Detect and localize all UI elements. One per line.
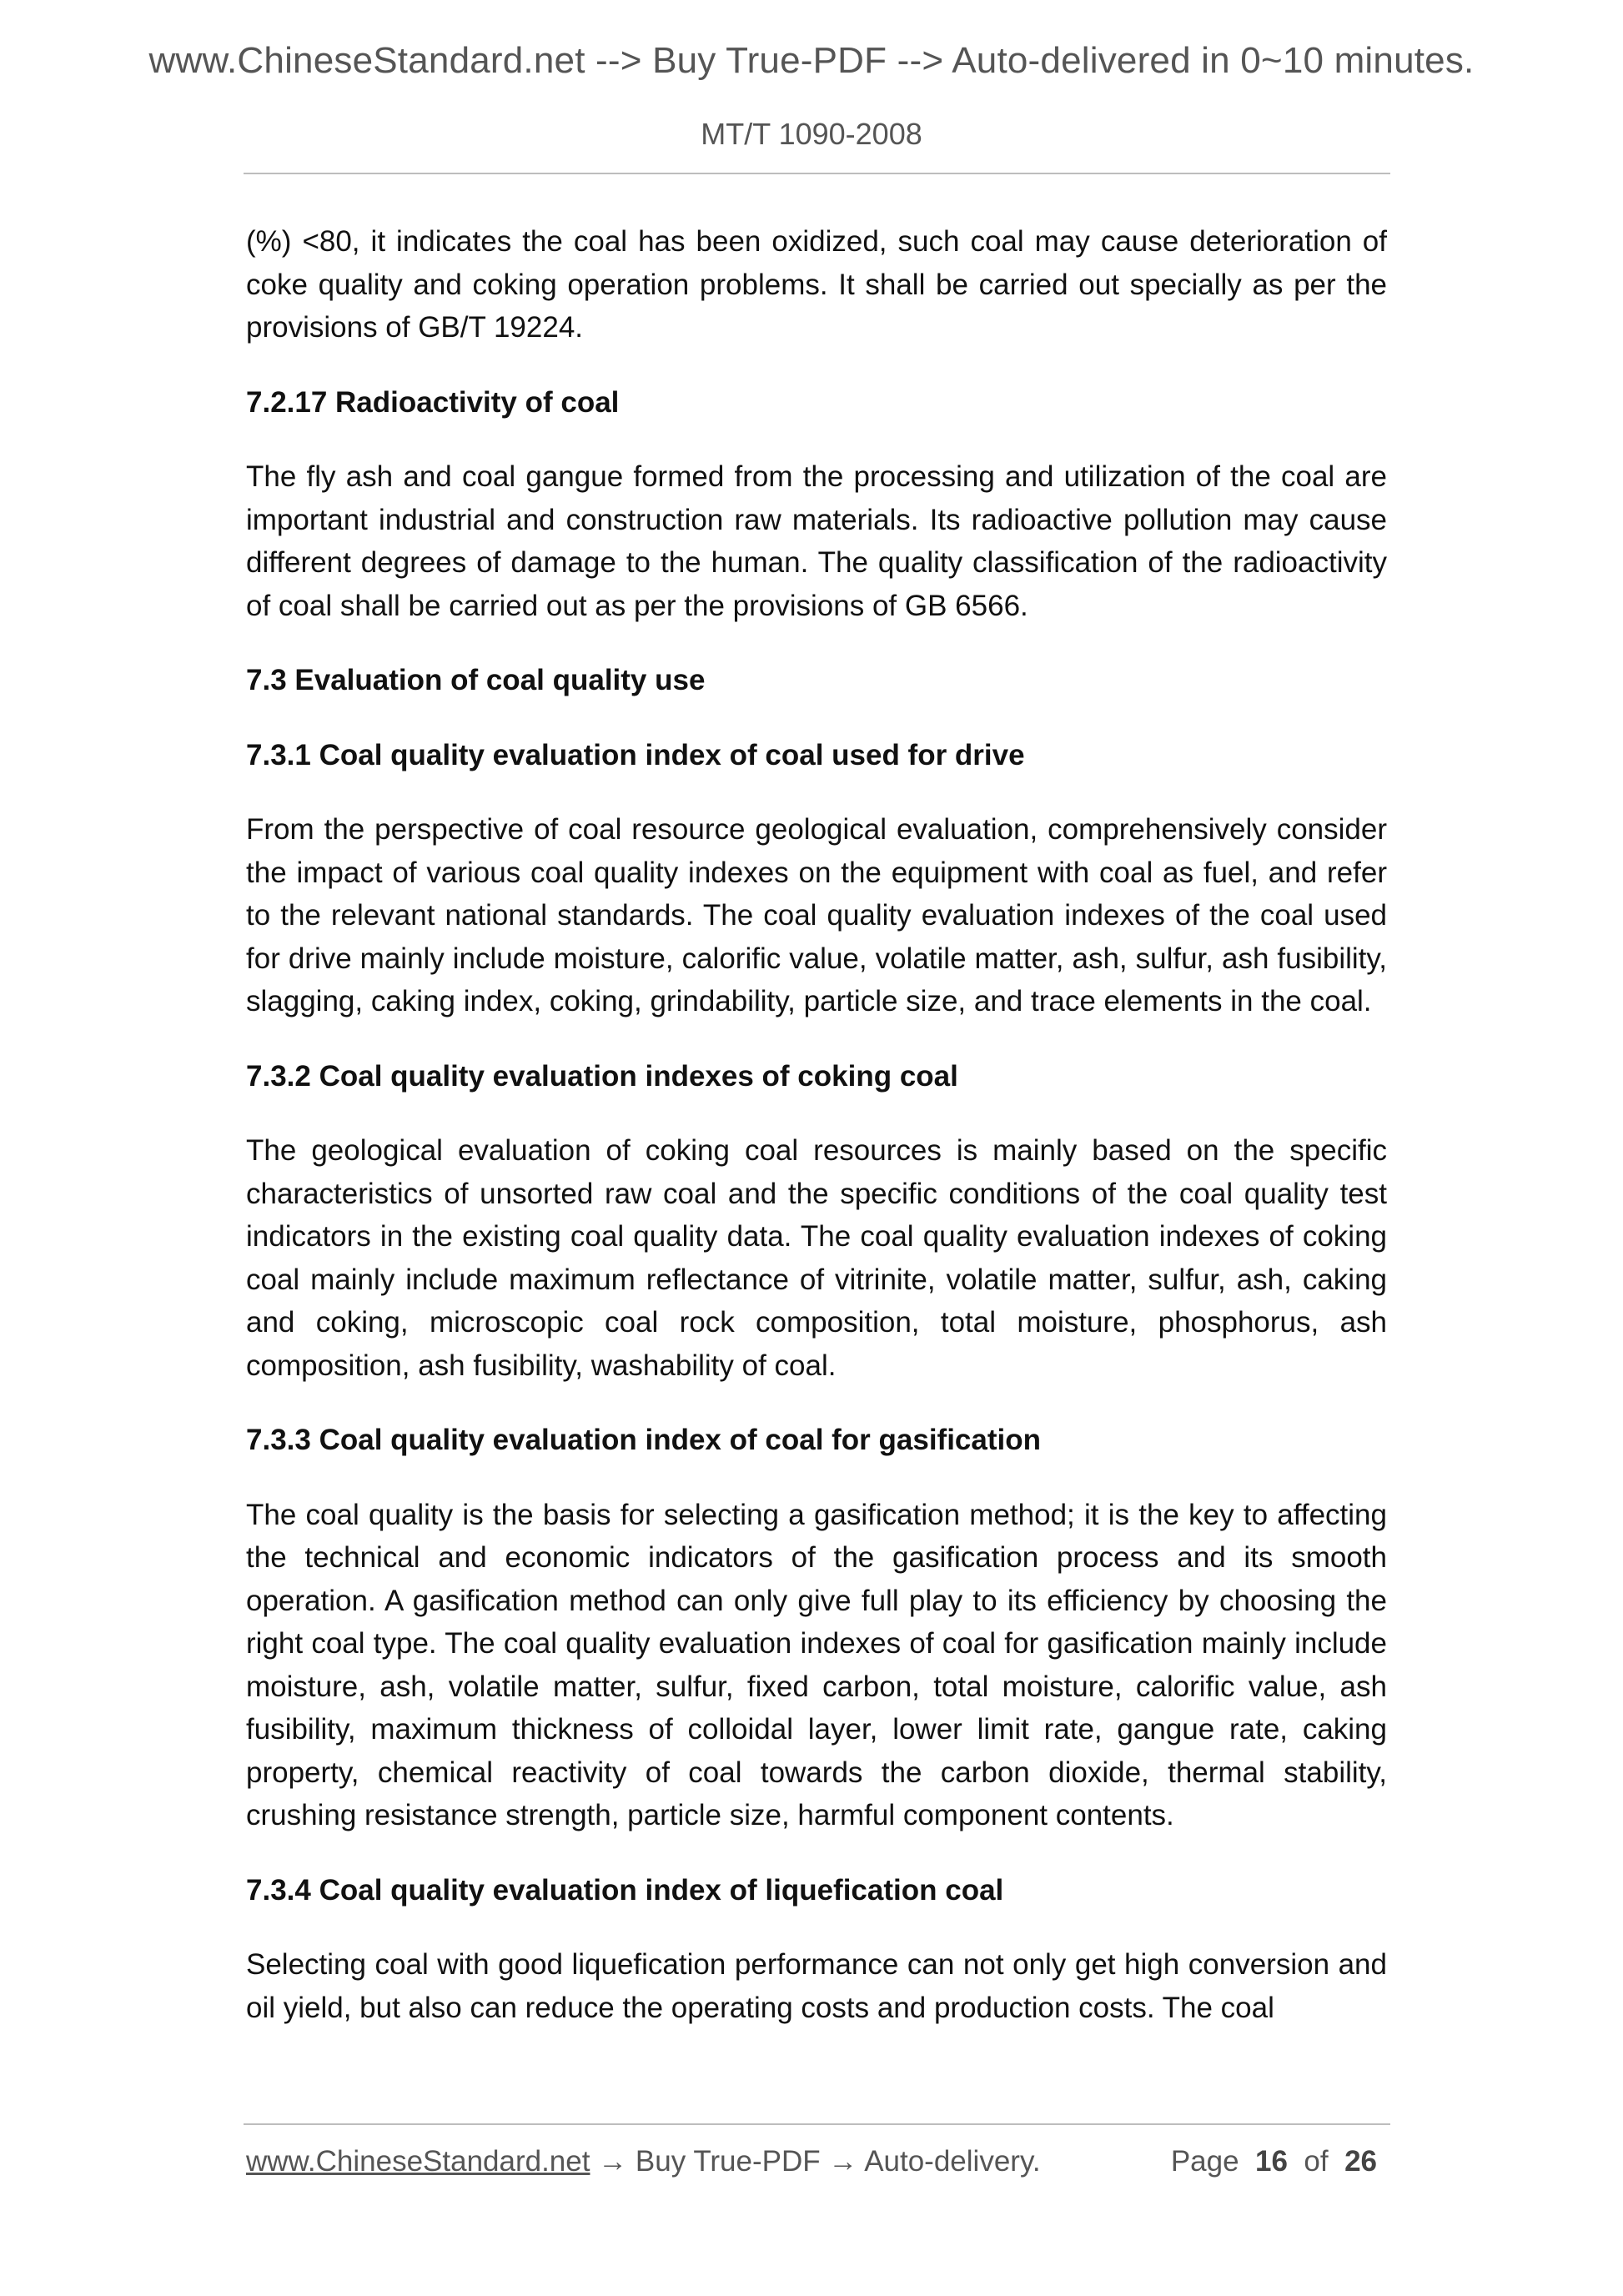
header-divider: [244, 173, 1390, 174]
heading-7-3-4: 7.3.4 Coal quality evaluation index of liquefication coal: [246, 1873, 1004, 1907]
paragraph-drive-coal: From the perspective of coal resource geological evaluation, comprehensively consider the impact of various coal quality indexes on the equipment with coal as fuel, and refer to the relevant national standards. The coal quality evaluation indexes of the coal used for drive mainly include moisture, calorific value, volatile matter, ash, sulfur, ash fusibility, slagging, caking index, coking, grindability, particle size, and trace elements in the coal.: [246, 813, 1387, 1017]
footer-promo: [246, 2145, 1041, 2178]
heading-7-3-2: 7.3.2 Coal quality evaluation indexes of coking coal: [246, 1059, 958, 1093]
heading-7-2-17: 7.2.17 Radioactivity of coal: [246, 385, 620, 419]
footer-divider: [244, 2123, 1390, 2125]
paragraph-liquefication-coal: Selecting coal with good liquefication performance can not only get high conversion and oil yield, but also can reduce the operating costs and production costs. The coal: [246, 1948, 1387, 2024]
paragraph-gasification-coal: The coal quality is the basis for selecting a gasification method; it is the key to affecting the technical and economic indicators of the gasification process and its smooth operation. A gasification method can only give full play to its efficiency by choosing the right coal type. The coal quality evaluation indexes of coal for gasification mainly include moisture, ash, volatile matter, sulfur, fixed carbon, total moisture, calorific value, ash fusibility, maximum thickness of colloidal layer, lower limit rate, gangue rate, caking property, chemical reactivity of coal towards the carbon dioxide, thermal stability, crushing resistance strength, particle size, harmful component contents.: [246, 1498, 1387, 1831]
site-banner: www.ChineseStandard.net --> Buy True-PDF --> Auto-delivered in 0~10 minutes.: [148, 40, 1475, 81]
arrow-icon: →: [820, 2145, 865, 2178]
paragraph-radioactivity: The fly ash and coal gangue formed from the processing and utilization of the coal are important industrial and construction raw materials. Its radioactive pollution may cause different degrees of damage to the human. The quality classification of the radioactivity of coal shall be carried out as per the provisions of GB 6566.: [246, 460, 1387, 622]
paragraph-coking-coal: The geological evaluation of coking coal resources is mainly based on the specific characteristics of unsorted raw coal and the specific conditions of the coal quality test indicators in the existing coal quality data. The coal quality evaluation indexes of coking coal mainly include maximum reflectance of vitrinite, volatile matter, sulfur, ash, caking and coking, microscopic coal rock composition, total moisture, phosphorus, ash composition, ash fusibility, washability of coal.: [246, 1134, 1387, 1382]
page-body: [246, 220, 1387, 2061]
footer-delivery-text: Auto-delivery.: [864, 2145, 1041, 2178]
footer-site-link[interactable]: www.ChineseStandard.net: [246, 2145, 590, 2178]
page-number: 16: [1255, 2145, 1288, 2178]
page-indicator: [1171, 2145, 1377, 2178]
paragraph-oxidation: (%) <80, it indicates the coal has been oxidized, such coal may cause deterioration of coke quality and coking operation problems. It shall be carried out specially as per the provisions of GB/T 19224.: [246, 225, 1387, 344]
footer-buy-text: Buy True-PDF: [635, 2145, 821, 2178]
page-label: Page: [1170, 2145, 1239, 2178]
heading-7-3-1: 7.3.1 Coal quality evaluation index of coal used for drive: [246, 738, 1025, 771]
page-total: 26: [1344, 2145, 1377, 2178]
of-label: of: [1304, 2145, 1329, 2178]
page-footer: [246, 2145, 1387, 2188]
document-code: MT/T 1090-2008: [701, 117, 922, 151]
heading-7-3-3: 7.3.3 Coal quality evaluation index of coal for gasification: [246, 1424, 1041, 1456]
arrow-icon: →: [590, 2145, 636, 2178]
heading-7-3: 7.3 Evaluation of coal quality use: [246, 664, 706, 696]
